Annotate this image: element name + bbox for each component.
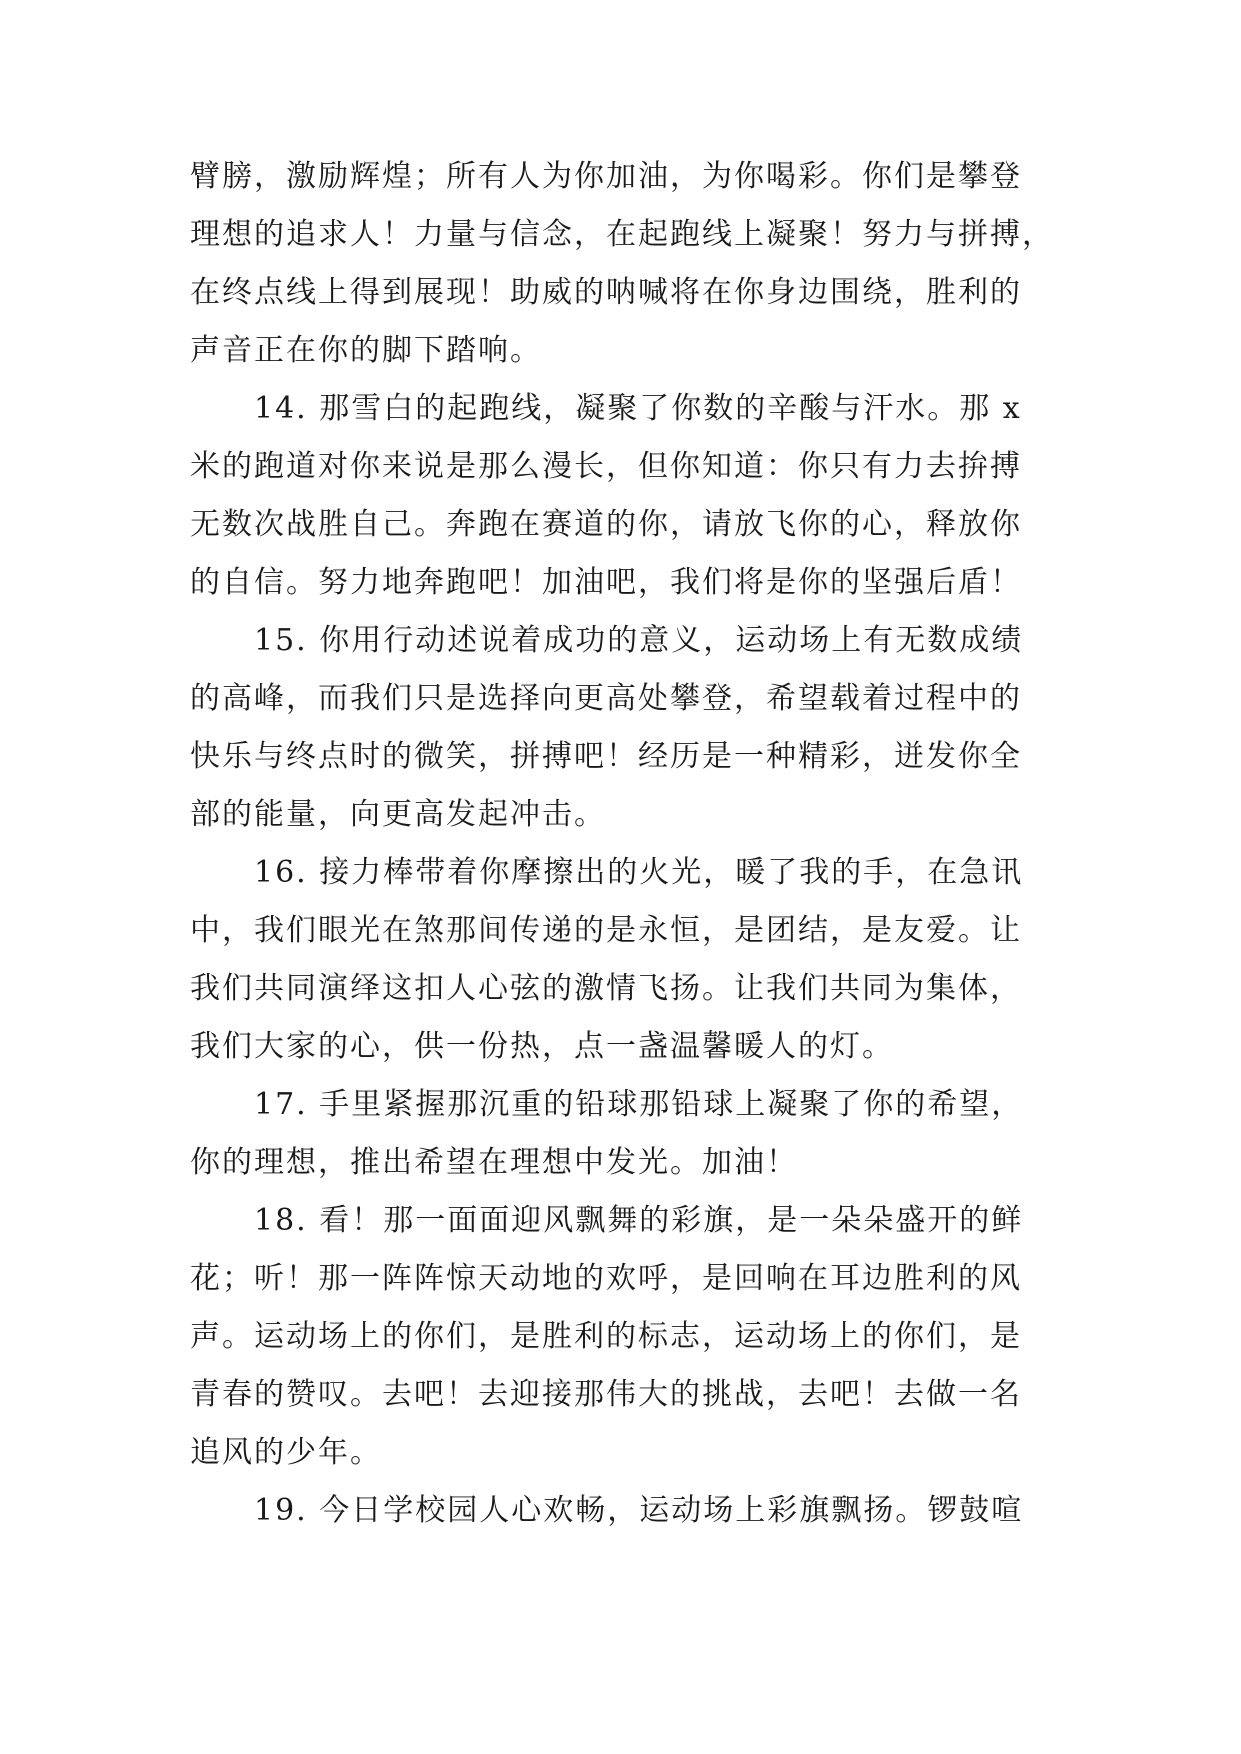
text-line: 在终点线上得到展现！助威的呐喊将在你身边围绕，胜利的 — [190, 275, 1022, 310]
paragraph-16-start: 16. 接力棒带着你摩擦出的火光，暖了我的手，在急讯 — [254, 855, 1024, 890]
paragraph-17-start: 17. 手里紧握那沉重的铅球那铅球上凝聚了你的希望， — [254, 1087, 1024, 1122]
text-line: 臂膀，激励辉煌；所有人为你加油，为你喝彩。你们是攀登 — [190, 159, 1022, 194]
text-line: 理想的追求人！力量与信念，在起跑线上凝聚！努力与拼搏， — [190, 217, 1054, 252]
text-line: 青春的赞叹。去吧！去迎接那伟大的挑战，去吧！去做一名 — [190, 1377, 1022, 1412]
text-line: 我们大家的心，供一份热，点一盏温馨暖人的灯。 — [190, 1029, 894, 1064]
text-line: 你的理想，推出希望在理想中发光。加油！ — [190, 1145, 798, 1180]
text-line: 的高峰，而我们只是选择向更高处攀登，希望载着过程中的 — [190, 681, 1022, 716]
paragraph-15-start: 15. 你用行动述说着成功的意义，运动场上有无数成绩 — [254, 623, 1024, 658]
text-line: 米的跑道对你来说是那么漫长，但你知道：你只有力去拚搏 — [190, 449, 1022, 484]
text-line: 部的能量，向更高发起冲击。 — [190, 797, 606, 832]
paragraph-18-start: 18. 看！那一面面迎风飘舞的彩旗，是一朵朵盛开的鲜 — [254, 1203, 1024, 1238]
text-line: 声。运动场上的你们，是胜利的标志，运动场上的你们，是 — [190, 1319, 1022, 1354]
text-line: 中，我们眼光在煞那间传递的是永恒，是团结，是友爱。让 — [190, 913, 1022, 948]
text-line: 的自信。努力地奔跑吧！加油吧，我们将是你的坚强后盾！ — [190, 565, 1022, 600]
text-line: 追风的少年。 — [190, 1435, 382, 1470]
paragraph-19-start: 19. 今日学校园人心欢畅，运动场上彩旗飘扬。锣鼓喧 — [254, 1493, 1024, 1528]
text-line: 声音正在你的脚下踏响。 — [190, 333, 542, 368]
text-line: 我们共同演绎这扣人心弦的激情飞扬。让我们共同为集体， — [190, 971, 1022, 1006]
text-line: 花；听！那一阵阵惊天动地的欢呼，是回响在耳边胜利的风 — [190, 1261, 1022, 1296]
text-line: 无数次战胜自己。奔跑在赛道的你，请放飞你的心，释放你 — [190, 507, 1022, 542]
paragraph-14-start: 14. 那雪白的起跑线，凝聚了你数的辛酸与汗水。那 x — [254, 391, 1022, 426]
text-line: 快乐与终点时的微笑，拼搏吧！经历是一种精彩，迸发你全 — [190, 739, 1022, 774]
